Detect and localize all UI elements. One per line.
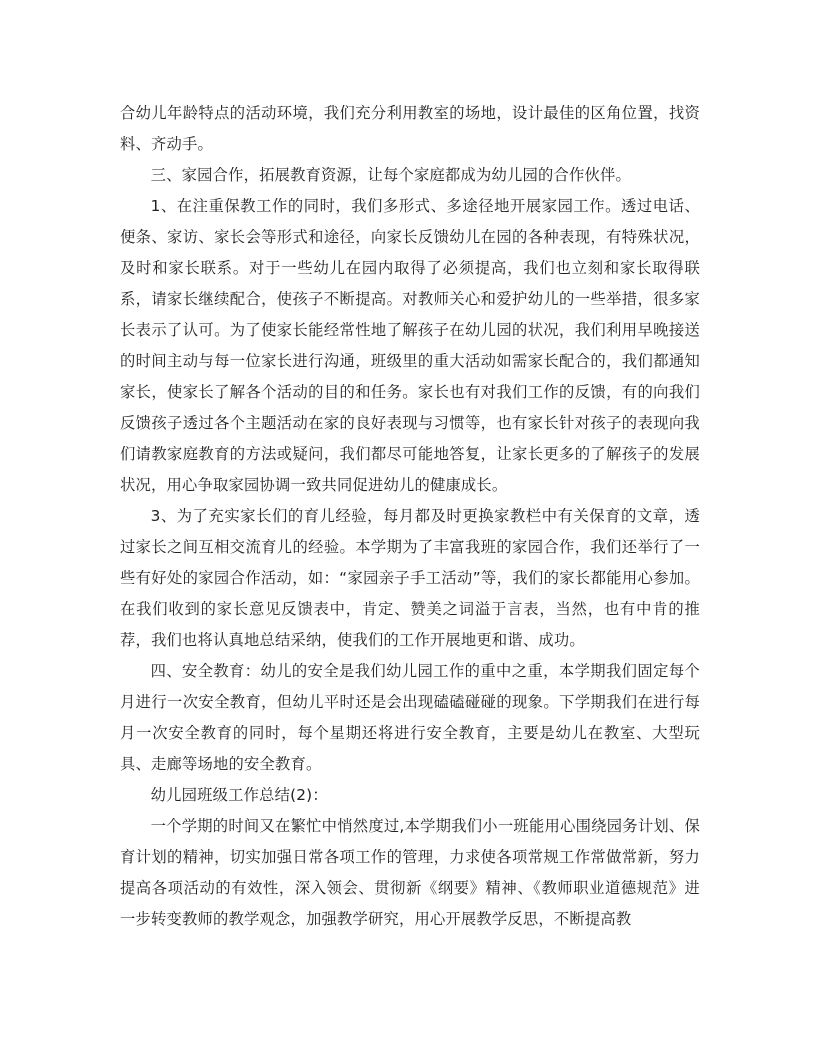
paragraph-item-3: 3、为了充实家长们的育儿经验，每月都及时更换家教栏中有关保育的文章，透过家长之间互相交流育儿的经验。本学期为了丰富我班的家园合作，我们还举行了一些有好处的家园合作活动，如：“家园亲子手工活动”等，我们的家长都能用心参加。在我们收到的家长意见反馈表中，肯定、赞美之词溢于言表，当然，也有中肯的推荐，我们也将认真地总结采纳，使我们的工作开展地更和谐、成功。 — [120, 507, 700, 649]
paragraph-semester-intro: 一个学期的时间又在繁忙中悄然度过,本学期我们小一班能用心围绕园务计划、保育计划的精神，切实加强日常各项工作的管理，力求使各项常规工作常做常新，努力提高各项活动的有效性，深入领会、贯彻新《纲要》精神、《教师职业道德规范》进一步转变教师的教学观念，加强教学研究，用心开展教学反思，不断提高教 — [120, 817, 700, 928]
document-page — [120, 98, 700, 935]
section-title-summary-2: 幼儿园班级工作总结(2)： — [150, 786, 328, 804]
paragraph-item-1: 1、在注重保教工作的同时，我们多形式、多途径地开展家园工作。透过电话、便条、家访、家长会等形式和途径，向家长反馈幼儿在园的各种表现，有特殊状况，及时和家长联系。对于一些幼儿在园内取得了必须提高，我们也立刻和家长取得联系，请家长继续配合，使孩子不断提高。对教师关心和爱护幼儿的一些举措，很多家长表示了认可。为了使家长能经常性地了解孩子在幼儿园的状况，我们利用早晚接送的时间主动与每一位家长进行沟通，班级里的重大活动如需家长配合的，我们都通知家长，使家长了解各个活动的目的和任务。家长也有对我们工作的反馈，有的向我们反馈孩子透过各个主题活动在家的良好表现与习惯等，也有家长针对孩子的表现向我们请教家庭教育的方法或疑问，我们都尽可能地答复，让家长更多的了解孩子的发展状况，用心争取家园协调一致共同促进幼儿的健康成长。 — [120, 197, 700, 494]
section-heading-family-cooperation: 三、家园合作，拓展教育资源，让每个家庭都成为幼儿园的合作伙伴。 — [150, 166, 631, 184]
paragraph-safety-education: 四、安全教育：幼儿的安全是我们幼儿园工作的重中之重，本学期我们固定每个月进行一次安全教育，但幼儿平时还是会出现磕磕碰碰的现象。下学期我们在进行每月一次安全教育的同时，每个星期还将进行安全教育，主要是幼儿在教室、大型玩具、走廊等场地的安全教育。 — [120, 662, 700, 773]
paragraph-continuation: 合幼儿年龄特点的活动环境，我们充分利用教室的场地，设计最佳的区角位置，找资料、齐动手。 — [120, 104, 700, 153]
